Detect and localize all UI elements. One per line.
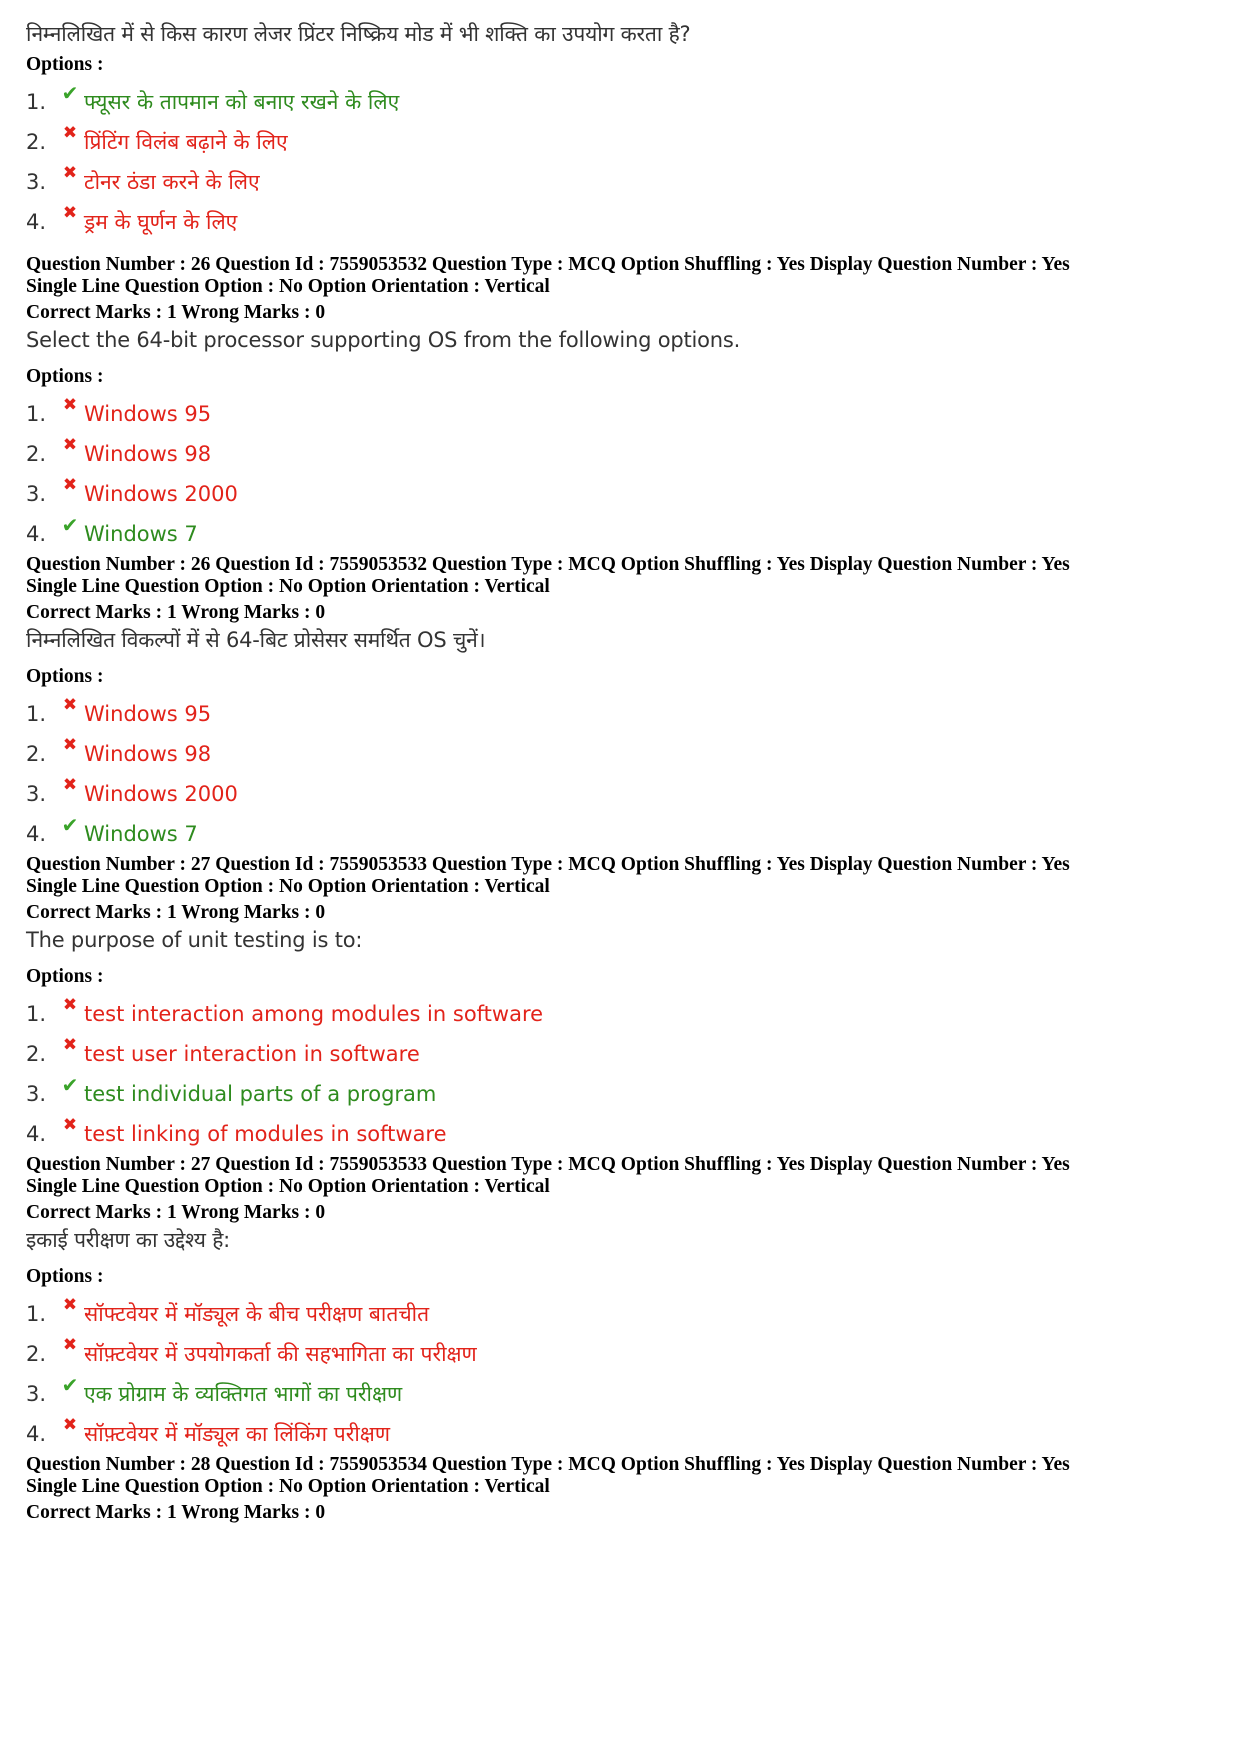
option-item [26,82,1216,122]
option-text: Windows 7 [84,522,198,546]
option-item [26,394,1216,434]
cross-icon: ✖ [62,475,78,495]
question-meta-line: Single Line Question Option : No Option Orientation : Vertical [26,576,550,597]
option-text: Windows 98 [84,442,212,466]
question-block [26,1454,1216,1524]
option-item [26,162,1216,202]
question-meta-line: Question Number : 26 Question Id : 7559053532 Question Type : MCQ Option Shuffling : Yes Display Question Number : Yes [26,554,1070,575]
options-label: Options : [26,666,104,687]
option-text: सॉफ़्टवेयर में उपयोगकर्ता की सहभागिता का परीक्षण [84,1342,477,1366]
option-item [26,1294,1216,1334]
cross-icon: ✖ [62,995,78,1015]
question-block [26,854,1216,1154]
option-text: टोनर ठंडा करने के लिए [84,170,260,194]
check-icon: ✔ [61,813,79,837]
option-item [26,734,1216,774]
cross-icon: ✖ [62,1115,78,1135]
question-block [26,22,1216,242]
cross-icon: ✖ [62,395,78,415]
option-text: test linking of modules in software [84,1122,447,1146]
check-icon: ✔ [61,1073,79,1097]
question-meta-line: Question Number : 27 Question Id : 7559053533 Question Type : MCQ Option Shuffling : Yes Display Question Number : Yes [26,854,1070,875]
option-number: 2. [26,442,47,466]
cross-icon: ✖ [62,775,78,795]
cross-icon: ✖ [62,1035,78,1055]
cross-icon: ✖ [62,435,78,455]
option-text: test individual parts of a program [84,1082,437,1106]
option-item [26,1034,1216,1074]
option-number: 4. [26,1422,47,1446]
cross-icon: ✖ [62,735,78,755]
question-meta-line: Question Number : 28 Question Id : 7559053534 Question Type : MCQ Option Shuffling : Yes Display Question Number : Yes [26,1454,1070,1475]
option-item [26,122,1216,162]
option-number: 4. [26,822,47,846]
option-item [26,1414,1216,1454]
question-block [26,1154,1216,1454]
question-meta-line: Single Line Question Option : No Option Orientation : Vertical [26,1176,550,1197]
option-item [26,814,1216,854]
option-number: 2. [26,1342,47,1366]
option-item [26,434,1216,474]
cross-icon: ✖ [62,1335,78,1355]
option-number: 3. [26,170,47,194]
option-item [26,1074,1216,1114]
question-meta-line: Single Line Question Option : No Option Orientation : Vertical [26,276,550,297]
option-number: 3. [26,482,47,506]
option-number: 4. [26,1122,47,1146]
option-number: 1. [26,1302,47,1326]
option-number: 2. [26,1042,47,1066]
question-block [26,554,1216,854]
option-number: 1. [26,402,47,426]
cross-icon: ✖ [62,695,78,715]
option-item [26,202,1216,242]
option-number: 1. [26,90,47,114]
question-meta-line: Question Number : 26 Question Id : 7559053532 Question Type : MCQ Option Shuffling : Yes Display Question Number : Yes [26,254,1070,275]
option-number: 3. [26,1382,47,1406]
option-item [26,994,1216,1034]
marks-line: Correct Marks : 1 Wrong Marks : 0 [26,1502,326,1523]
option-number: 4. [26,210,47,234]
option-number: 2. [26,742,47,766]
option-text: ड्रम के घूर्णन के लिए [84,210,238,234]
question-block [26,254,1216,554]
option-text: test user interaction in software [84,1042,420,1066]
question-meta-line: Question Number : 27 Question Id : 7559053533 Question Type : MCQ Option Shuffling : Yes Display Question Number : Yes [26,1154,1070,1175]
option-text: सॉफ़्टवेयर में मॉड्यूल का लिंकिंग परीक्षण [84,1422,390,1446]
option-item [26,1374,1216,1414]
check-icon: ✔ [61,81,79,105]
cross-icon: ✖ [62,203,78,223]
option-text: Windows 2000 [84,782,238,806]
question-text: निम्नलिखित विकल्पों में से 64-बिट प्रोसेसर समर्थित OS चुनें। [26,628,486,652]
option-item [26,694,1216,734]
option-number: 1. [26,1002,47,1026]
marks-line: Correct Marks : 1 Wrong Marks : 0 [26,902,326,923]
option-item [26,774,1216,814]
option-text: एक प्रोग्राम के व्यक्तिगत भागों का परीक्षण [84,1382,403,1406]
option-text: Windows 7 [84,822,198,846]
option-number: 2. [26,130,47,154]
cross-icon: ✖ [62,123,78,143]
option-text: Windows 95 [84,402,212,426]
option-text: प्रिंटिंग विलंब बढ़ाने के लिए [84,130,288,154]
options-label: Options : [26,366,104,387]
option-text: Windows 98 [84,742,212,766]
option-number: 1. [26,702,47,726]
marks-line: Correct Marks : 1 Wrong Marks : 0 [26,302,326,323]
question-meta-line: Single Line Question Option : No Option Orientation : Vertical [26,876,550,897]
option-text: फ्यूसर के तापमान को बनाए रखने के लिए [84,90,400,114]
option-text: Windows 2000 [84,482,238,506]
option-item [26,1114,1216,1154]
marks-line: Correct Marks : 1 Wrong Marks : 0 [26,602,326,623]
cross-icon: ✖ [62,163,78,183]
question-text: इकाई परीक्षण का उद्देश्य है: [26,1228,231,1252]
marks-line: Correct Marks : 1 Wrong Marks : 0 [26,1202,326,1223]
cross-icon: ✖ [62,1295,78,1315]
option-number: 3. [26,1082,47,1106]
check-icon: ✔ [61,1373,79,1397]
option-item [26,474,1216,514]
check-icon: ✔ [61,513,79,537]
question-text: Select the 64-bit processor supporting OS from the following options. [26,328,741,352]
option-item [26,1334,1216,1374]
option-number: 3. [26,782,47,806]
options-label: Options : [26,54,104,75]
question-text: The purpose of unit testing is to: [26,928,363,952]
option-text: test interaction among modules in software [84,1002,544,1026]
cross-icon: ✖ [62,1415,78,1435]
option-number: 4. [26,522,47,546]
options-label: Options : [26,1266,104,1287]
option-text: सॉफ्टवेयर में मॉड्यूल के बीच परीक्षण बातचीत [84,1302,430,1326]
option-item [26,514,1216,554]
question-meta-line: Single Line Question Option : No Option Orientation : Vertical [26,1476,550,1497]
options-label: Options : [26,966,104,987]
option-text: Windows 95 [84,702,212,726]
question-text: निम्नलिखित में से किस कारण लेजर प्रिंटर निष्क्रिय मोड में भी शक्ति का उपयोग करता है? [26,22,691,46]
